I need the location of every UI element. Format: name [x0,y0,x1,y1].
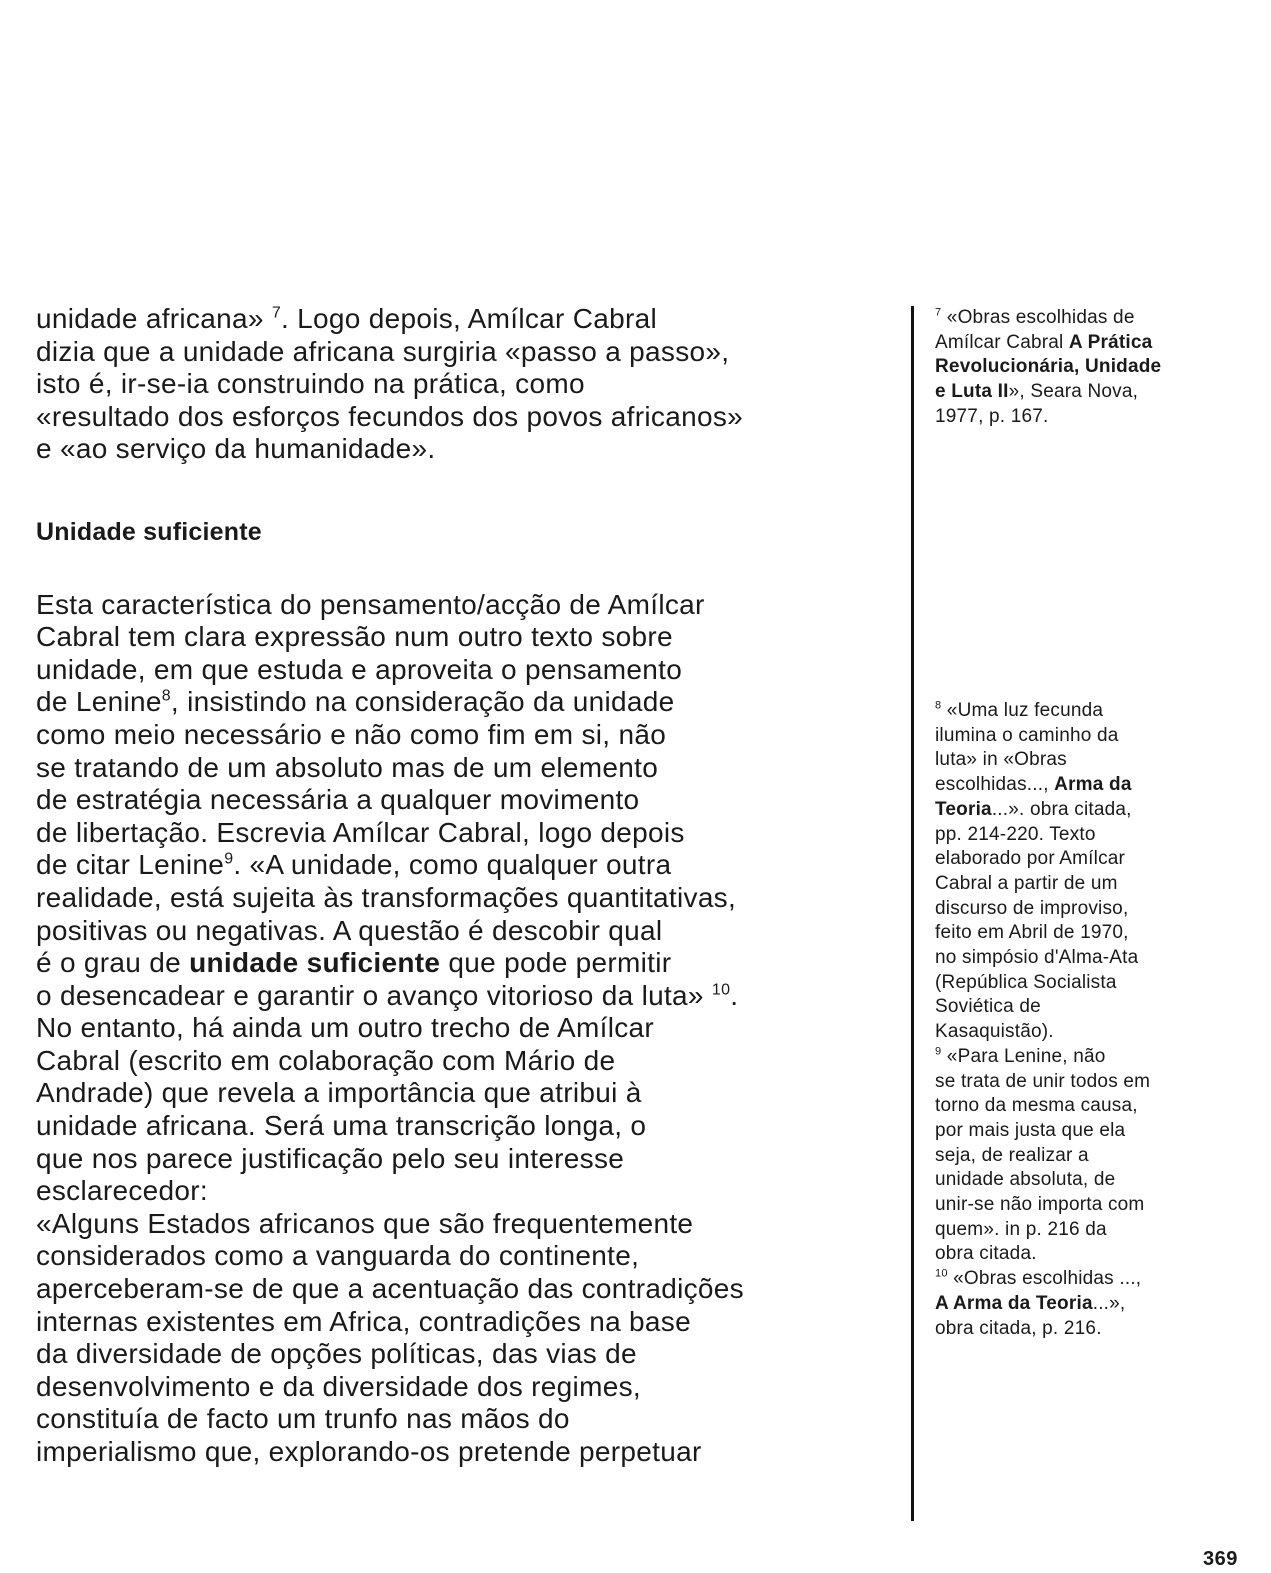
text-line: da diversidade de opções políticas, das vias de [36,1338,637,1370]
text-line: (República Socialista [935,971,1117,993]
text-line: ilumina o caminho da [935,724,1119,746]
bold-text: Arma da [1054,774,1132,796]
text-line: Cabral tem clara expressão num outro texto sobre [36,621,673,653]
text-line: unidade absoluta, de [935,1169,1116,1191]
footnote-ref: 10 [711,981,731,999]
text-line: de libertação. Escrevia Amílcar Cabral, logo depois [36,816,685,848]
text-line: dizia que a unidade africana surgiria «passo a passo», [36,335,730,367]
text-line: «resultado dos esforços fecundos dos povos africanos» [36,400,743,432]
text-line: $^{10}$ «Obras escolhidas ..., [935,1267,1142,1290]
text-line: se trata de unir todos em [935,1070,1151,1092]
text-line: feito em Abril de 1970, [935,922,1129,944]
main-text-column [36,303,906,1469]
text-line: Andrade) que revela a importância que atribui à [36,1077,642,1109]
text-line: desenvolvimento e da diversidade dos regimes, [36,1370,641,1402]
text-line: de Lenine$^8$, insistindo na consideração da unidade [36,686,675,718]
text-line: internas existentes em Africa, contradições na base [36,1305,691,1337]
bold-text: A Arma da Teoria [935,1292,1093,1314]
text-line: $^9$ «Para Lenine, não [935,1045,1106,1067]
text-line: Amílcar Cabral A Prática [935,331,1153,353]
text-line: escolhidas..., Arma da [935,774,1132,796]
bold-text: Teoria [935,798,992,820]
text-line: Soviética de [935,996,1041,1018]
text-line: unidade, em que estuda e aproveita o pensamento [36,653,683,685]
text-line: e «ao serviço da humanidade». [36,433,436,465]
bold-text: unidade suficiente [189,947,441,979]
text-line: o desencadear e garantir o avanço vitorioso da luta» $^{10}$. [36,979,739,1011]
text-line: é o grau de unidade suficiente que pode permitir [36,947,672,979]
text-line: de citar Lenine$^9$. «A unidade, como qualquer outra [36,849,672,881]
text-line: positivas ou negativas. A questão é descobir qual [36,914,663,946]
text-line: Cabral a partir de um [935,872,1118,894]
text-line: que nos parece justificação pelo seu interesse [36,1142,625,1174]
text-line: $^7$ «Obras escolhidas de [935,306,1135,328]
bold-text: Revolucionária, Unidade [935,356,1162,378]
footnote-ref: 8 [935,699,942,712]
footnote-ref: 9 [935,1045,942,1058]
text-line: pp. 214-220. Texto [935,823,1096,845]
text-line: esclarecedor: [36,1175,208,1207]
text-line: como meio necessário e não como fim em si, não [36,718,667,750]
text-line: considerados como a vanguarda do continente, [36,1240,640,1272]
text-line: e Luta II», Seara Nova, [935,381,1139,403]
paragraph-body [36,589,906,1469]
bold-text: e Luta II [935,381,1009,403]
text-line: Teoria...». obra citada, [935,798,1132,820]
text-line: Esta característica do pensamento/acção de Amílcar [36,588,705,620]
text-line: seja, de realizar a [935,1144,1089,1166]
text-line: «Alguns Estados africanos que são frequentemente [36,1207,694,1239]
text-line: se tratando de um absoluto mas de um elemento [36,751,659,783]
text-line: 1977, p. 167. [935,405,1049,427]
footnotes-8-10 [935,699,1255,1341]
text-line: imperialismo que, explorando-os pretende perpetuar [36,1436,702,1467]
text-line: obra citada, p. 216. [935,1317,1102,1339]
bold-text: A Prática [1068,331,1153,353]
text-line: unidade africana» $^7$. Logo depois, Amílcar Cabral [36,303,658,334]
text-line: Kasaquistão). [935,1021,1054,1043]
section-heading: Unidade suficiente [36,517,262,546]
paragraph-intro [36,303,906,466]
page-number: 369 [1203,1548,1238,1570]
column-divider [911,306,914,1521]
text-line: discurso de improviso, [935,897,1129,919]
text-line: unidade africana. Será uma transcrição longa, o [36,1110,647,1142]
footnote-ref: 8 [161,688,171,706]
text-line: aperceberam-se de que a acentuação das contradições [36,1273,744,1305]
footnote-7 [935,306,1255,430]
footnote-ref: 7 [935,306,942,319]
text-line: isto é, ir-se-ia construindo na prática, como [36,368,585,400]
footnote-ref: 7 [271,304,282,322]
footnote-ref: 9 [224,850,234,868]
text-line: quem». in p. 216 da [935,1218,1107,1240]
text-line: Cabral (escrito em colaboração com Mário de [36,1044,616,1076]
text-line: torno da mesma causa, [935,1095,1138,1117]
text-line: de estratégia necessária a qualquer movimento [36,784,640,816]
text-line: obra citada. [935,1243,1037,1265]
text-line [935,355,1255,380]
text-line: no simpósio d'Alma-Ata [935,947,1139,969]
text-line: elaborado por Amílcar [935,848,1126,870]
footnote-ref: 10 [935,1267,948,1280]
text-line: luta» in «Obras [935,749,1067,771]
text-line: por mais justa que ela [935,1119,1126,1141]
text-line: constituía de facto um trunfo nas mãos do [36,1403,570,1435]
text-line: unir-se não importa com [935,1194,1145,1216]
text-line: $^8$ «Uma luz fecunda [935,699,1104,721]
text-line: No entanto, há ainda um outro trecho de Amílcar [36,1012,655,1044]
text-line: realidade, está sujeita às transformações quantitativas, [36,881,737,913]
text-line: A Arma da Teoria...», [935,1292,1126,1314]
